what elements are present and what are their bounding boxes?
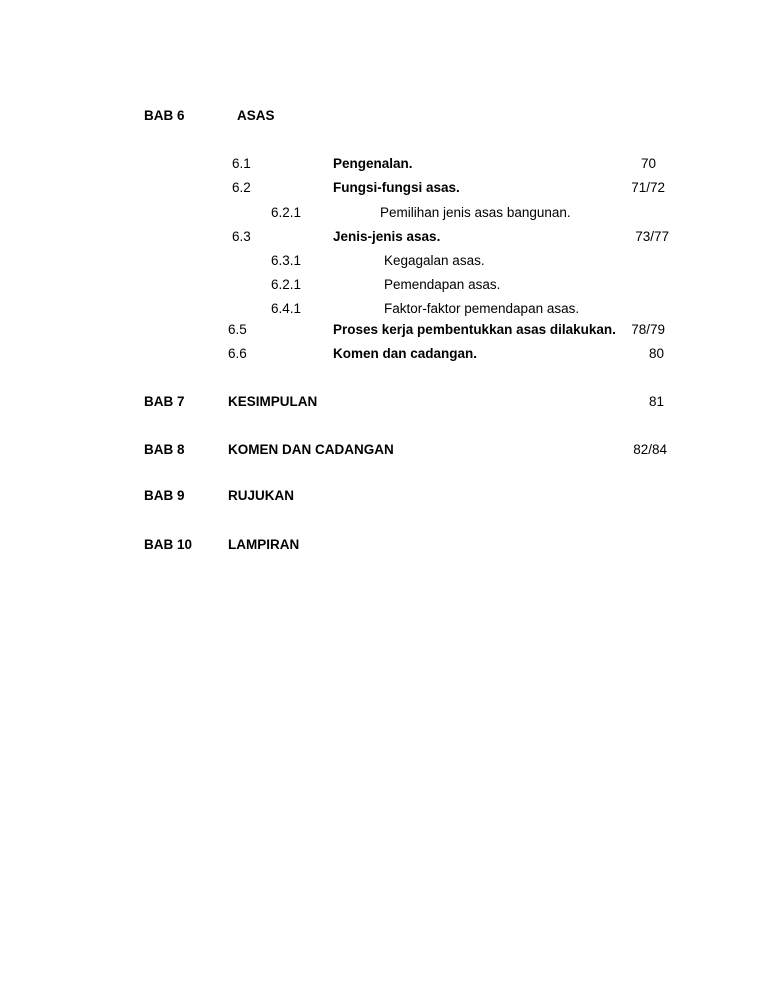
chapter-label: BAB 6	[144, 108, 185, 123]
chapter-title: ASAS	[237, 108, 275, 123]
section-title: Jenis-jenis asas.	[333, 229, 441, 244]
section-title: Pengenalan.	[333, 156, 413, 171]
section-number: 6.6	[228, 346, 247, 361]
subsection-title: Faktor-faktor pemendapan asas.	[384, 301, 580, 316]
section-number: 6.2	[232, 180, 251, 195]
section-title: Fungsi-fungsi asas.	[333, 180, 460, 195]
section-title: Komen dan cadangan.	[333, 346, 478, 361]
chapter-label: BAB 8	[144, 442, 185, 457]
page-number: 82/84	[633, 442, 667, 457]
subsection-title: Kegagalan asas.	[384, 253, 485, 268]
page-number: 70	[640, 156, 656, 171]
section-number: 6.3	[232, 229, 251, 244]
subsection-title: Pemilihan jenis asas bangunan.	[380, 205, 571, 220]
chapter-title: KOMEN DAN CADANGAN	[228, 442, 394, 457]
chapter-label: BAB 9	[144, 488, 185, 503]
subsection-number: 6.2.1	[271, 205, 302, 220]
page-number: 73/77	[635, 229, 669, 244]
chapter-title: LAMPIRAN	[228, 537, 300, 552]
page-number: 71/72	[631, 180, 665, 195]
subsection-number: 6.3.1	[271, 253, 302, 268]
chapter-label: BAB 10	[144, 537, 193, 552]
chapter-title: RUJUKAN	[228, 488, 295, 503]
page-number: 81	[648, 394, 664, 409]
subsection-number: 6.2.1	[271, 277, 302, 292]
section-number: 6.1	[232, 156, 251, 171]
page-number: 80	[648, 346, 664, 361]
chapter-title: KESIMPULAN	[228, 394, 318, 409]
section-title: Proses kerja pembentukkan asas dilakukan.	[333, 322, 616, 337]
page-number: 78/79	[631, 322, 665, 337]
section-number: 6.5	[228, 322, 247, 337]
chapter-label: BAB 7	[144, 394, 185, 409]
subsection-number: 6.4.1	[271, 301, 302, 316]
subsection-title: Pemendapan asas.	[384, 277, 501, 292]
